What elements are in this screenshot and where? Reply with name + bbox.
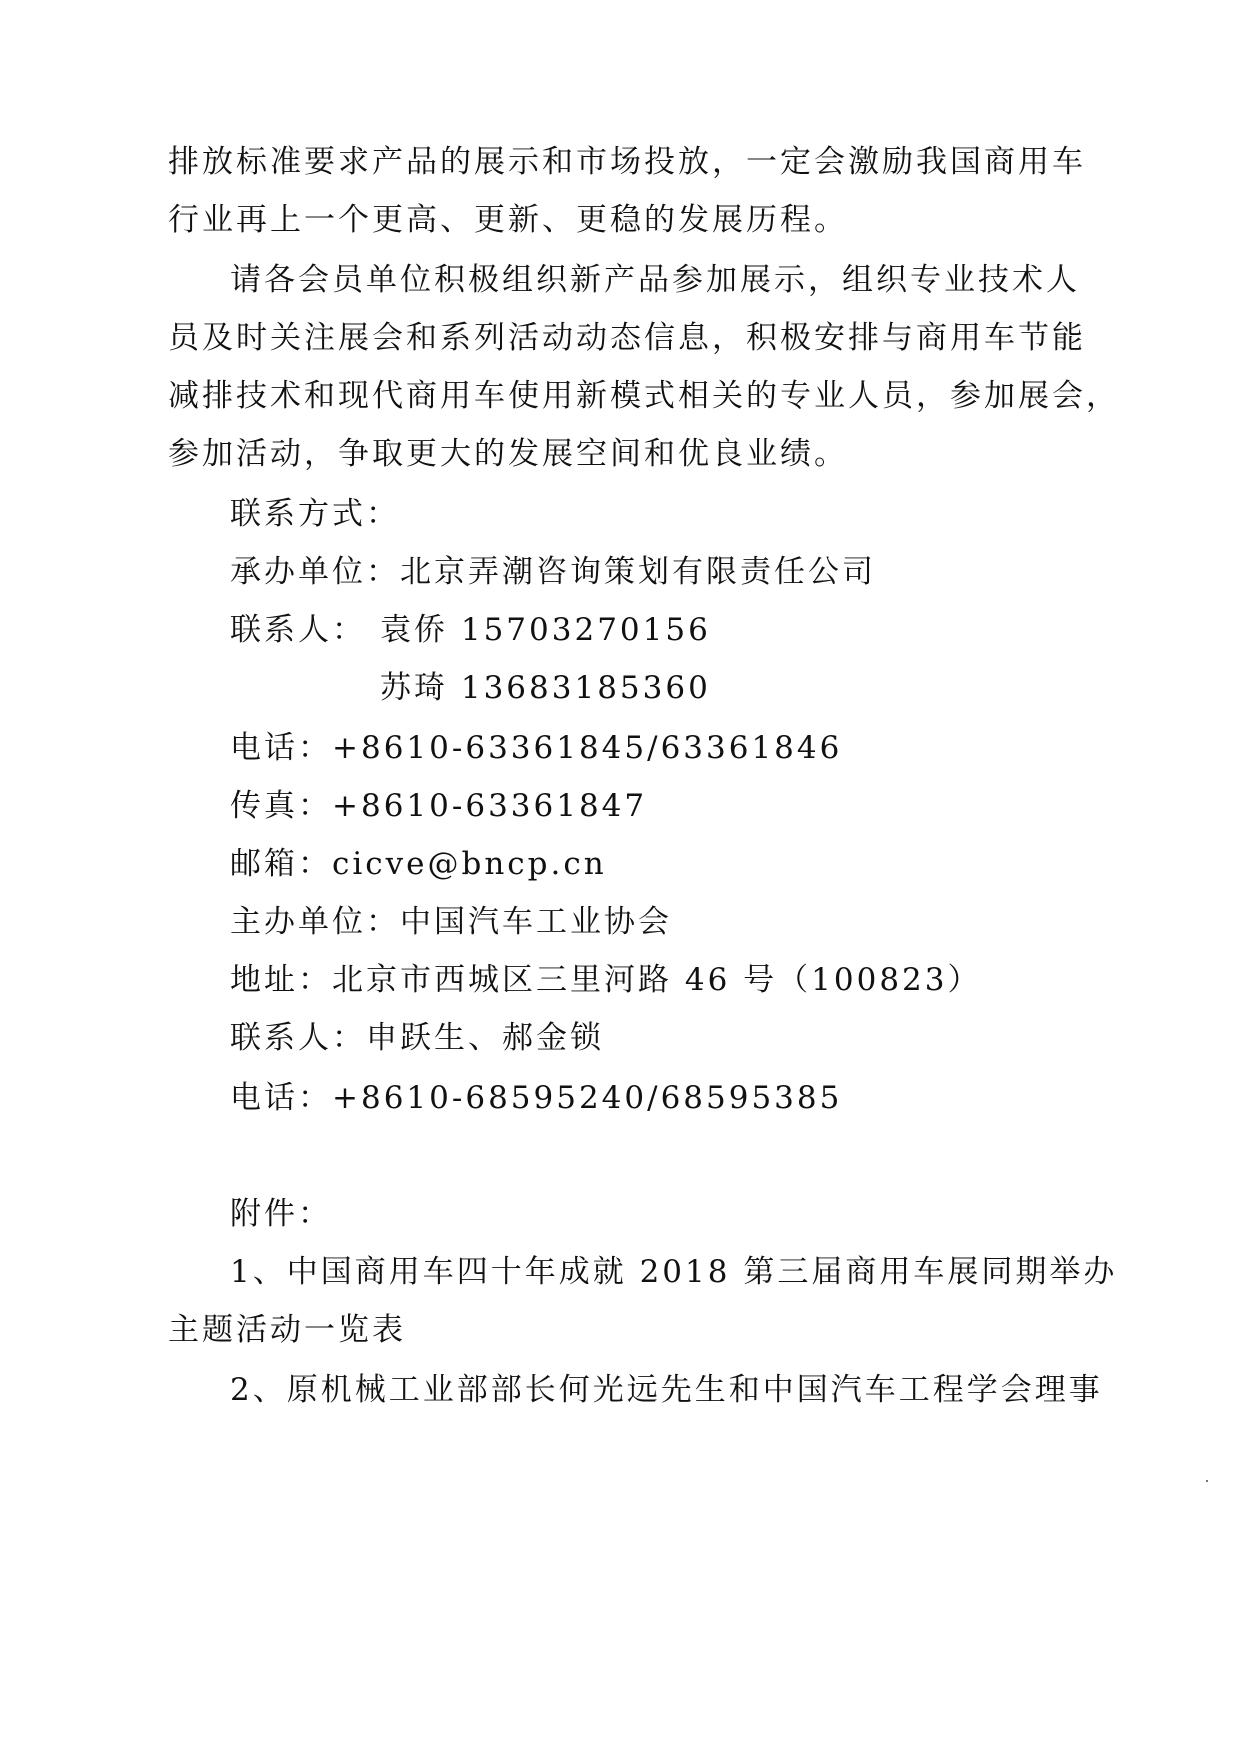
host-contacts-line: 联系人：申跃生、郝金锁 bbox=[230, 1020, 604, 1056]
organizer-line: 承办单位：北京弄潮咨询策划有限责任公司 bbox=[230, 554, 876, 590]
paragraph2-line4: 参加活动，争取更大的发展空间和优良业绩。 bbox=[168, 436, 848, 472]
attachment-1-line1: 1、中国商用车四十年成就 2018 第三届商用车展同期举办 bbox=[230, 1254, 1118, 1290]
host-phone-line: 电话：+8610-68595240/68595385 bbox=[230, 1080, 843, 1116]
attachment-2-line1: 2、原机械工业部部长何光远先生和中国汽车工程学会理事 bbox=[230, 1372, 1103, 1408]
address-line: 地址：北京市西城区三里河路 46 号（100823） bbox=[230, 962, 982, 998]
contact-person-1: 袁侨 15703270156 bbox=[380, 612, 711, 648]
phone-line: 电话：+8610-63361845/63361846 bbox=[230, 730, 843, 766]
contact-person-2: 苏琦 13683185360 bbox=[380, 670, 711, 706]
scan-speck bbox=[1206, 1480, 1208, 1482]
paragraph1-line2: 行业再上一个更高、更新、更稳的发展历程。 bbox=[168, 202, 848, 238]
paragraph2-line2: 员及时关注展会和系列活动动态信息，积极安排与商用车节能 bbox=[168, 320, 1086, 356]
contact-heading: 联系方式： bbox=[230, 496, 400, 532]
host-line: 主办单位：中国汽车工业协会 bbox=[230, 904, 672, 940]
attachments-heading: 附件： bbox=[230, 1196, 332, 1232]
contact-label: 联系人： bbox=[230, 612, 366, 648]
paragraph2-line3: 减排技术和现代商用车使用新模式相关的专业人员，参加展会， bbox=[168, 378, 1120, 414]
attachment-1-line2: 主题活动一览表 bbox=[168, 1312, 406, 1348]
email-line: 邮箱：cicve@bncp.cn bbox=[230, 846, 607, 882]
paragraph2-line1: 请各会员单位积极组织新产品参加展示，组织专业技术人 bbox=[230, 262, 1080, 298]
fax-line: 传真：+8610-63361847 bbox=[230, 788, 648, 824]
paragraph1-line1: 排放标准要求产品的展示和市场投放，一定会激励我国商用车 bbox=[168, 144, 1086, 180]
